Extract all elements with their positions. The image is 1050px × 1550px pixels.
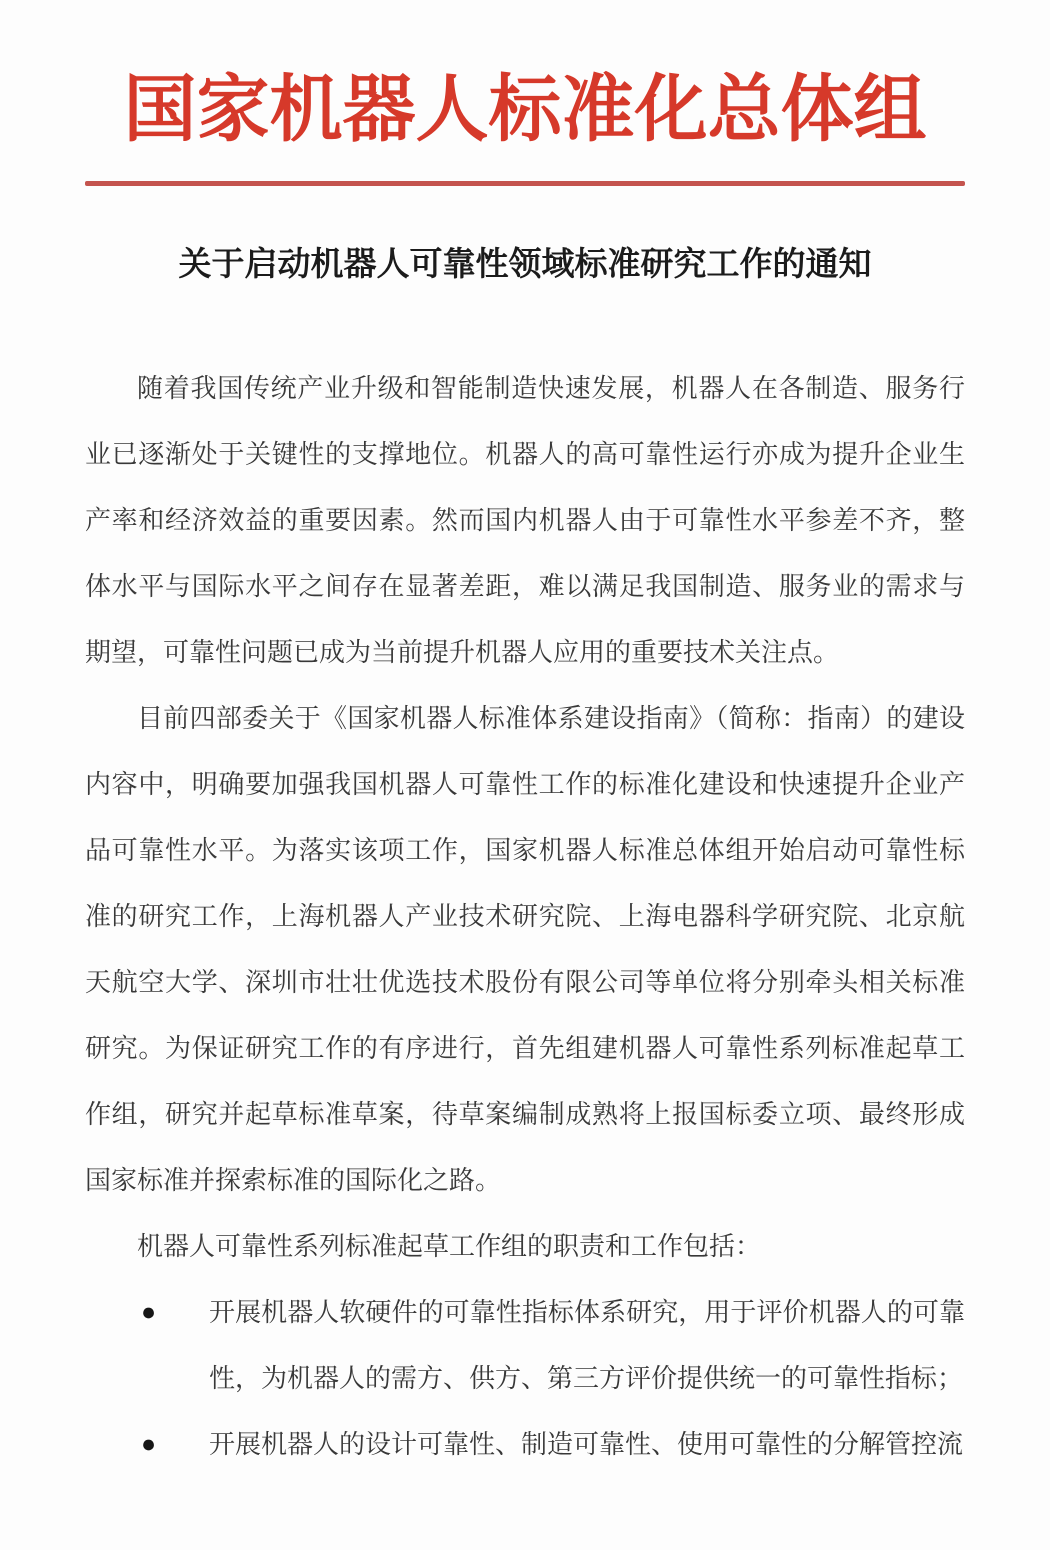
letterhead-divider [85,181,965,186]
bullet-item-2-text: 开展机器人的设计可靠性、制造可靠性、使用可靠性的分解管控流 [209,1430,964,1460]
bullet-icon: ● [141,1431,157,1459]
bullet-item-1 [85,1280,965,1412]
paragraph-2: 目前四部委关于《国家机器人标准体系建设指南》（简称：指南）的建设内容中，明确要加强我国机器人可靠性工作的标准化建设和快速提升企业产品可靠性水平。为落实该项工作，国家机器人标准总体组开始启动可靠性标准的研究工作，上海机器人产业技术研究院、上海电器科学研究院、北京航天航空大学、深圳市壮壮优选技术股份有限公司等单位将分别牵头相关标准研究。为保证研究工作的有序进行，首先组建机器人可靠性系列标准起草工作组，研究并起草标准草案，待草案编制成熟将上报国标委立项、最终形成国家标准并探索标准的国际化之路。 [85,704,965,1196]
bullet-item-1-text: 开展机器人软硬件的可靠性指标体系研究，用于评价机器人的可靠性，为机器人的需方、供方、第三方评价提供统一的可靠性指标； [209,1298,965,1394]
document-title: 关于启动机器人可靠性领域标准研究工作的通知 [178,247,872,284]
letterhead-org-name: 国家机器人标准化总体组 [123,69,927,150]
document-page [85,64,965,1478]
paragraph-1: 随着我国传统产业升级和智能制造快速发展，机器人在各制造、服务行业已逐渐处于关键性的支撑地位。机器人的高可靠性运行亦成为提升企业生产率和经济效益的重要因素。然而国内机器人由于可靠性水平参差不齐，整体水平与国际水平之间存在显著差距，难以满足我国制造、服务业的需求与期望，可靠性问题已成为当前提升机器人应用的重要技术关注点。 [85,374,965,668]
bullet-item-2 [85,1412,965,1478]
responsibility-bullet-list [85,1280,965,1478]
document-body [85,356,965,1478]
bullet-icon: ● [141,1299,157,1327]
paragraph-3: 机器人可靠性系列标准起草工作组的职责和工作包括： [137,1232,762,1262]
